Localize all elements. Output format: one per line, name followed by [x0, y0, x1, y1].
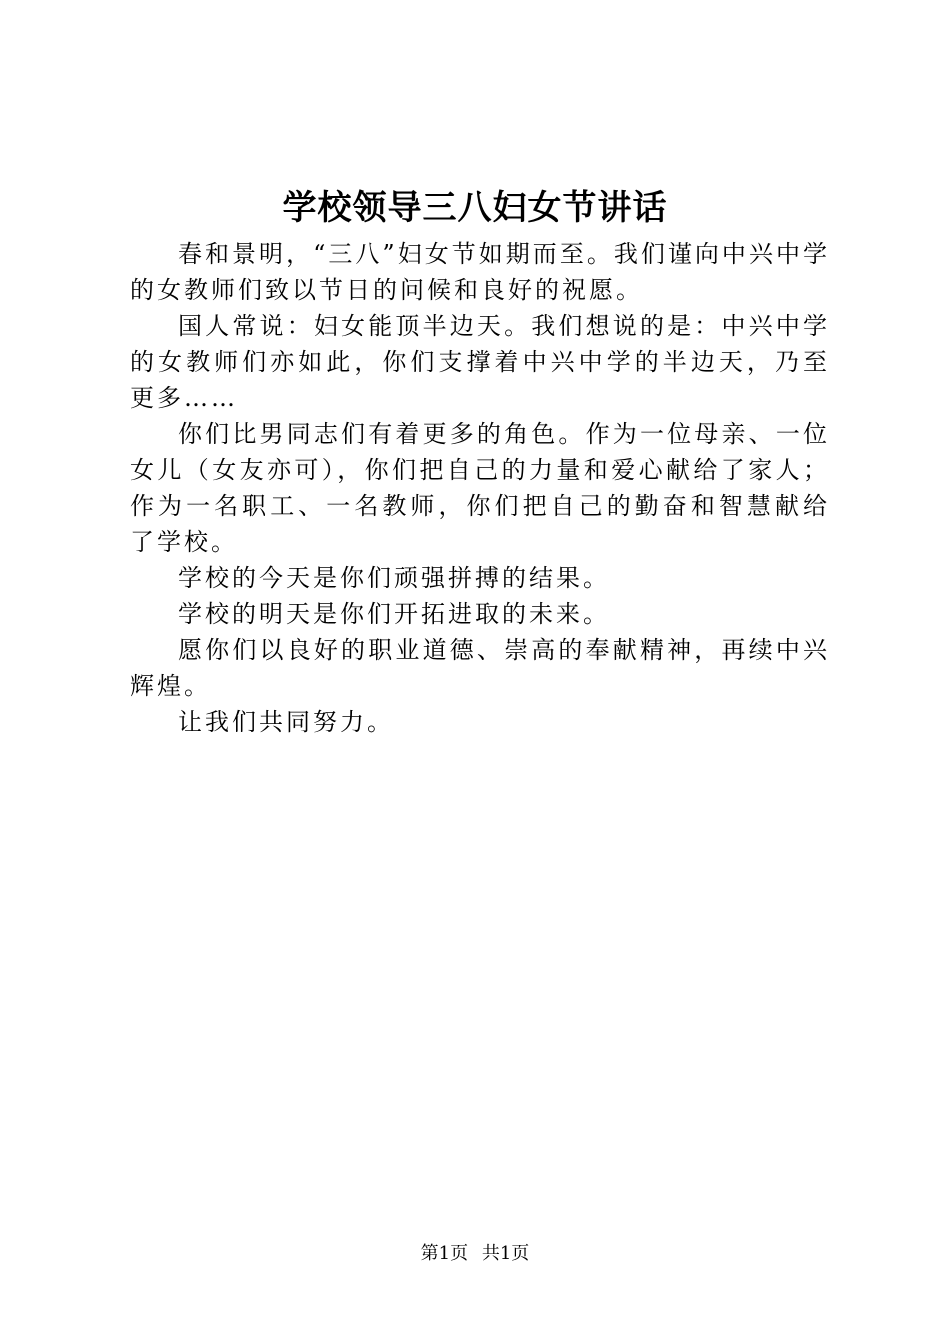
page-total: 共1页	[481, 1243, 530, 1264]
document-body	[130, 236, 830, 740]
paragraph-wish: 愿你们以良好的职业道德、崇高的奉献精神，再续中兴辉煌。	[130, 636, 830, 700]
paragraph-greeting: 春和景明，“三八”妇女节如期而至。我们谨向中兴中学的女教师们致以节日的问候和良好的祝愿。	[130, 240, 830, 304]
document-title: 学校领导三八妇女节讲话	[282, 188, 668, 228]
page-footer	[0, 1241, 950, 1267]
paragraph-half-sky: 国人常说：妇女能顶半边天。我们想说的是：中兴中学的女教师们亦如此，你们支撑着中兴中学的半边天，乃至更多……	[130, 312, 830, 412]
paragraph-today: 学校的今天是你们顽强拼搏的结果。	[178, 564, 610, 592]
paragraph-closing: 让我们共同努力。	[178, 708, 394, 736]
page-number: 第1页	[420, 1243, 469, 1264]
paragraph-roles: 你们比男同志们有着更多的角色。作为一位母亲、一位女儿（女友亦可），你们把自己的力量和爱心献给了家人；作为一名职工、一名教师，你们把自己的勤奋和智慧献给了学校。	[130, 420, 830, 556]
paragraph-tomorrow: 学校的明天是你们开拓进取的未来。	[178, 600, 610, 628]
